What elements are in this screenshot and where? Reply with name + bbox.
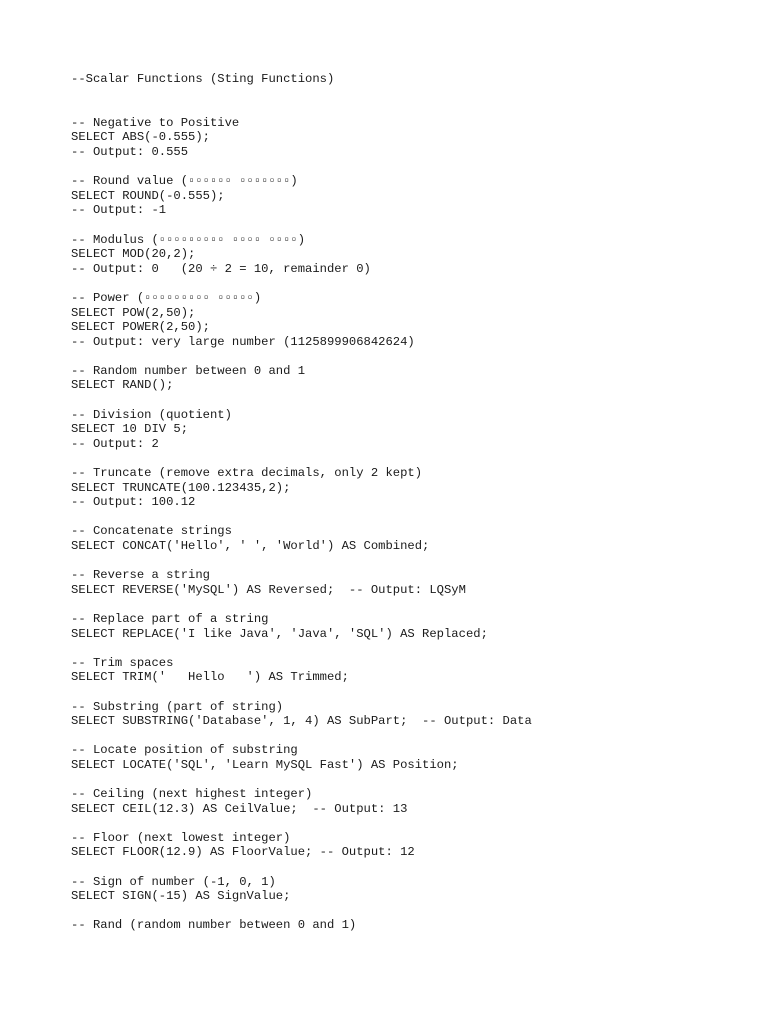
sql-code-listing: [71, 72, 751, 933]
code-statement-line: SELECT CEIL(12.3) AS CeilValue; -- Output: 13: [71, 801, 408, 816]
code-comment-line: -- Output: 0 (20 ÷ 2 = 10, remainder 0): [71, 261, 371, 276]
blank-line: [71, 554, 751, 569]
blank-line: [71, 729, 751, 744]
code-statement-line: SELECT LOCATE('SQL', 'Learn MySQL Fast') AS Position;: [71, 757, 459, 772]
code-comment-line: -- Round value (▫▫▫▫▫▫ ▫▫▫▫▫▫▫): [71, 174, 298, 189]
blank-line: [71, 904, 751, 919]
code-block: [71, 291, 751, 349]
blank-line: [71, 860, 751, 875]
code-block: [71, 568, 751, 597]
code-statement-line: SELECT TRIM(' Hello ') AS Trimmed;: [71, 670, 349, 685]
code-block: [71, 612, 751, 641]
code-statement-line: SELECT POW(2,50);: [71, 305, 196, 320]
document-heading: --Scalar Functions (Sting Functions): [71, 72, 335, 86]
blank-line: [71, 349, 751, 364]
code-comment-line: -- Random number between 0 and 1: [71, 363, 306, 378]
code-comment-line: -- Modulus (▫▫▫▫▫▫▫▫▫ ▫▫▫▫ ▫▫▫▫): [71, 232, 306, 247]
code-comment-line: -- Output: -1: [71, 203, 167, 218]
code-block: [71, 524, 751, 553]
code-statement-line: SELECT FLOOR(12.9) AS FloorValue; -- Output: 12: [71, 845, 415, 860]
code-comment-line: -- Truncate (remove extra decimals, only 2 kept): [71, 466, 423, 481]
code-comment-line: -- Negative to Positive: [71, 115, 240, 130]
code-statement-line: SELECT MOD(20,2);: [71, 247, 196, 262]
code-comment-line: -- Output: 0.555: [71, 144, 189, 159]
code-block: [71, 174, 751, 218]
blank-line: [71, 773, 751, 788]
code-statement-line: SELECT SIGN(-15) AS SignValue;: [71, 889, 291, 904]
code-comment-line: -- Power (▫▫▫▫▫▫▫▫▫ ▫▫▫▫▫): [71, 290, 262, 305]
code-comment-line: -- Locate position of substring: [71, 743, 298, 758]
blank-line: [71, 276, 751, 291]
code-comment-line: -- Output: 2: [71, 436, 159, 451]
blank-line: [71, 816, 751, 831]
blank-lines: [71, 87, 751, 116]
code-block: [71, 918, 751, 933]
code-comment-line: -- Floor (next lowest integer): [71, 830, 291, 845]
code-comment-line: -- Ceiling (next highest integer): [71, 787, 313, 802]
code-block: [71, 233, 751, 277]
code-statement-line: SELECT RAND();: [71, 378, 174, 393]
code-block: [71, 875, 751, 904]
code-block: [71, 743, 751, 772]
code-statement-line: SELECT REVERSE('MySQL') AS Reversed; -- Output: LQSyM: [71, 582, 466, 597]
code-comment-line: -- Sign of number (-1, 0, 1): [71, 874, 276, 889]
blank-line: [71, 451, 751, 466]
code-comment-line: -- Substring (part of string): [71, 699, 284, 714]
code-block: [71, 831, 751, 860]
code-statement-line: SELECT POWER(2,50);: [71, 320, 210, 335]
code-statement-line: SELECT REPLACE('I like Java', 'Java', 'SQL') AS Replaced;: [71, 626, 488, 641]
blank-line: [71, 685, 751, 700]
blank-line: [71, 510, 751, 525]
code-comment-line: -- Rand (random number between 0 and 1): [71, 918, 357, 933]
code-blocks: [71, 116, 751, 933]
code-block: [71, 787, 751, 816]
code-comment-line: -- Replace part of a string: [71, 611, 269, 626]
code-comment-line: -- Division (quotient): [71, 407, 232, 422]
code-statement-line: SELECT SUBSTRING('Database', 1, 4) AS SubPart; -- Output: Data: [71, 714, 532, 729]
blank-line: [71, 160, 751, 175]
blank-line: [71, 597, 751, 612]
code-comment-line: -- Output: 100.12: [71, 495, 196, 510]
blank-line: [71, 641, 751, 656]
code-statement-line: SELECT ABS(-0.555);: [71, 130, 210, 145]
code-comment-line: -- Output: very large number (1125899906842624): [71, 334, 415, 349]
code-statement-line: SELECT ROUND(-0.555);: [71, 188, 225, 203]
code-block: [71, 408, 751, 452]
code-comment-line: -- Reverse a string: [71, 568, 210, 583]
code-statement-line: SELECT CONCAT('Hello', ' ', 'World') AS Combined;: [71, 539, 430, 553]
blank-line: [71, 218, 751, 233]
code-statement-line: SELECT TRUNCATE(100.123435,2);: [71, 480, 291, 495]
code-block: [71, 700, 751, 729]
code-block: [71, 656, 751, 685]
blank-line: [71, 393, 751, 408]
code-comment-line: -- Trim spaces: [71, 655, 174, 670]
code-statement-line: SELECT 10 DIV 5;: [71, 422, 189, 437]
code-comment-line: -- Concatenate strings: [71, 524, 232, 539]
code-block: [71, 364, 751, 393]
code-block: [71, 466, 751, 510]
code-block: [71, 116, 751, 160]
